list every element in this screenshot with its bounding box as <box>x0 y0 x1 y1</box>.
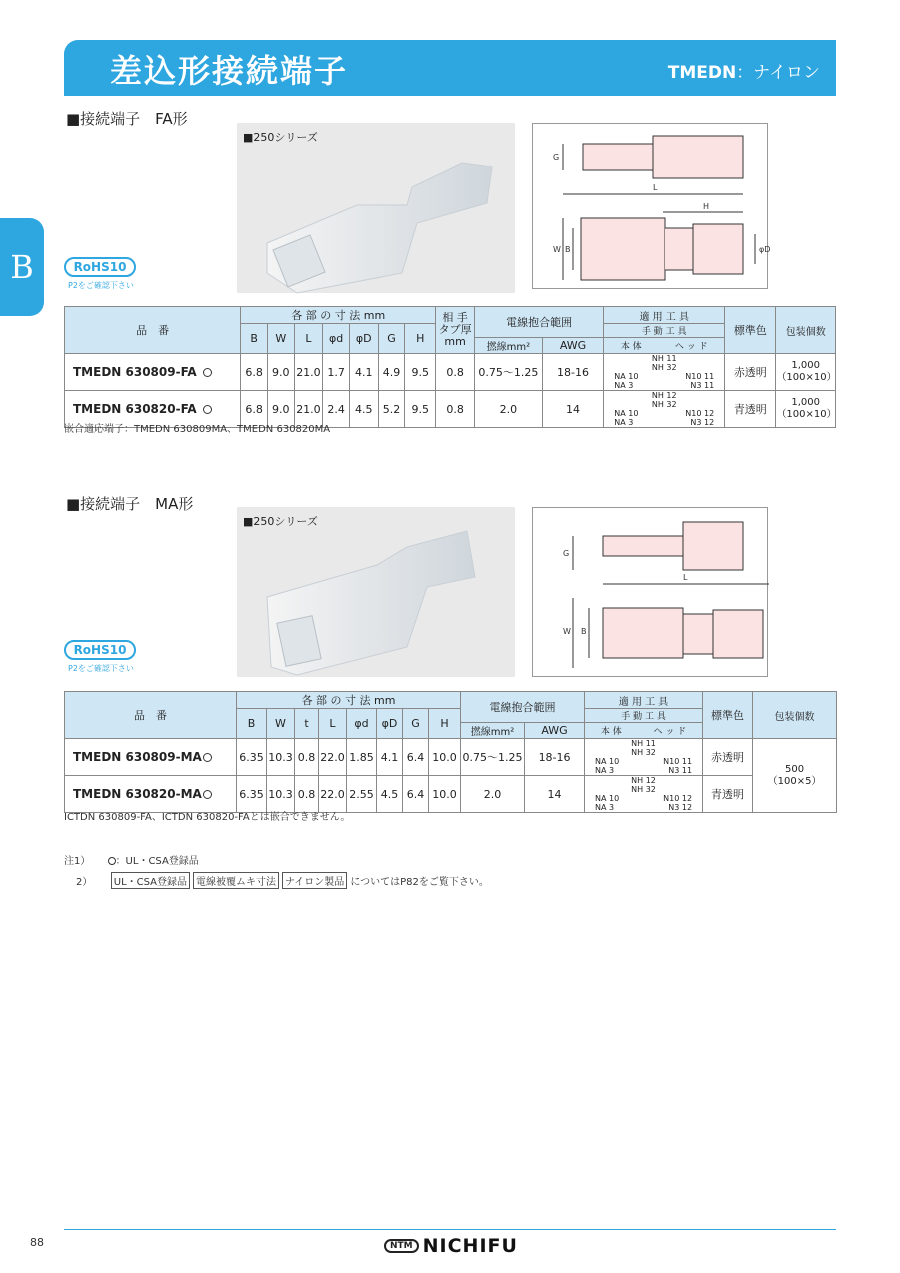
header-wire: 電線抱合範囲 <box>475 307 604 338</box>
page-title: 差込形接続端子 <box>110 52 349 90</box>
header-color: 標準色 <box>725 307 776 354</box>
header-wire-mm: 撚線mm² <box>475 338 543 354</box>
dim-cell: 10.0 <box>429 739 461 776</box>
header-tools-manual: 手 動 工 具 <box>604 324 725 338</box>
tool-name: NH 32 <box>631 748 656 757</box>
wire-mm-cell: 0.75〜1.25 <box>475 354 543 391</box>
ul-csa-mark-icon <box>108 857 116 865</box>
header-wire-mm: 撚線mm² <box>461 723 525 739</box>
product-photo-fa <box>237 123 515 293</box>
header-part: 品 番 <box>65 692 237 739</box>
rohs-badge: RoHS10 <box>64 257 136 277</box>
header-part: 品 番 <box>65 307 241 354</box>
tool-name: NA 3 <box>614 418 634 427</box>
dim-cell: 10.3 <box>267 739 295 776</box>
tab-thickness-cell: 0.8 <box>436 354 475 391</box>
pack-cell <box>776 354 836 391</box>
header-dim-l: L <box>319 709 347 739</box>
dim-cell: 9.5 <box>405 354 436 391</box>
tools-cell <box>585 739 703 776</box>
pack-detail: （100×10） <box>776 409 837 420</box>
pack-cell <box>776 391 836 428</box>
rohs-badge: RoHS10 <box>64 640 136 660</box>
rohs-note: P2をご確認下さい <box>68 281 134 290</box>
part-number: TMEDN 630809-FA <box>73 365 197 379</box>
header-tools-body: 本 体 <box>620 342 642 352</box>
footnote-2-text: についてはP82をご覧下さい。 <box>350 877 489 888</box>
dim-cell: 9.0 <box>267 354 294 391</box>
ma-compatibility-note: ICTDN 630809-FA、ICTDN 630820-FAとは嵌合できません。 <box>64 812 351 823</box>
section-heading-ma: ■接続端子 MA形 <box>66 495 194 513</box>
dim-cell: 2.55 <box>347 776 377 813</box>
tool-name: N10 11 <box>663 757 693 766</box>
dim-label-g: G <box>563 549 570 558</box>
dim-cell: 2.4 <box>323 391 350 428</box>
dim-cell: 22.0 <box>319 776 347 813</box>
tool-name: NA 10 <box>614 409 639 418</box>
table-row <box>65 776 837 813</box>
part-number: TMEDN 630820-FA <box>73 402 197 416</box>
product-code: TMEDN <box>667 63 737 83</box>
awg-cell: 18-16 <box>542 354 604 391</box>
tool-name: NA 10 <box>614 372 639 381</box>
awg-cell: 18-16 <box>525 739 585 776</box>
awg-cell: 14 <box>525 776 585 813</box>
tool-name: NA 10 <box>595 757 620 766</box>
header-dim-h: H <box>429 709 461 739</box>
color-cell: 赤透明 <box>725 354 776 391</box>
dim-cell: 6.4 <box>403 739 429 776</box>
dim-cell: 1.85 <box>347 739 377 776</box>
color-cell: 赤透明 <box>703 739 753 776</box>
dim-label-w: W <box>553 245 561 254</box>
header-tools-bodyhead <box>585 723 703 739</box>
wire-mm-cell: 2.0 <box>475 391 543 428</box>
part-number: TMEDN 630820-MA <box>73 787 202 801</box>
ul-csa-mark-icon <box>203 405 212 414</box>
tool-name: N3 11 <box>668 766 693 775</box>
pack-detail: （100×5） <box>767 775 822 787</box>
header-subtitle <box>668 58 820 83</box>
section-tab: B <box>0 218 44 316</box>
header-tools: 適 用 工 具 <box>585 692 703 709</box>
tool-name: NH 11 <box>631 739 656 748</box>
ma-terminal-photo <box>237 507 515 677</box>
part-number-cell <box>65 776 237 813</box>
dim-label-b: B <box>581 627 587 636</box>
tool-name: N10 12 <box>685 409 715 418</box>
pack-qty: 1,000 <box>791 360 821 371</box>
dim-cell: 4.5 <box>349 391 378 428</box>
dim-label-d: φD <box>759 245 771 254</box>
header-dims: 各 部 の 寸 法 mm <box>241 307 436 324</box>
dim-cell: 6.35 <box>237 739 267 776</box>
ul-csa-mark-icon <box>203 790 212 799</box>
header-tools: 適 用 工 具 <box>604 307 725 324</box>
tool-name: NH 12 <box>651 391 677 400</box>
tool-name: NH 11 <box>651 354 677 363</box>
tool-name: NA 3 <box>595 766 615 775</box>
pack-detail: （100×10） <box>776 372 837 383</box>
product-photo-ma <box>237 507 515 677</box>
header-dims: 各 部 の 寸 法 mm <box>237 692 461 709</box>
part-number-cell <box>65 739 237 776</box>
header-dim-t: t <box>295 709 319 739</box>
photo-label: ■250シリーズ <box>243 131 318 144</box>
dim-cell: 4.1 <box>349 354 378 391</box>
header-dim-bigd: φD <box>349 324 378 354</box>
header-tools-head: ヘ ッ ド <box>674 342 708 352</box>
header-color: 標準色 <box>703 692 753 739</box>
header-awg: AWG <box>542 338 604 354</box>
dim-cell: 6.8 <box>241 354 268 391</box>
dim-cell: 4.5 <box>377 776 403 813</box>
dim-cell: 0.8 <box>295 776 319 813</box>
dim-cell: 22.0 <box>319 739 347 776</box>
dim-cell: 9.0 <box>267 391 294 428</box>
header-dim-b: B <box>237 709 267 739</box>
dim-cell: 21.0 <box>294 354 323 391</box>
spec-table-fa <box>64 306 836 428</box>
header-tab: 相 手 タブ厚 mm <box>436 307 475 354</box>
dim-label-b: B <box>565 245 571 254</box>
header-awg: AWG <box>525 723 585 739</box>
dim-cell: 0.8 <box>295 739 319 776</box>
footer-divider <box>64 1229 836 1230</box>
ul-csa-mark-icon <box>203 753 212 762</box>
header-tools-bodyhead <box>604 338 725 354</box>
wire-mm-cell: 2.0 <box>461 776 525 813</box>
part-number-cell <box>65 354 241 391</box>
dim-label-h: H <box>703 202 710 211</box>
footnote-1-prefix: 注1） <box>64 856 91 867</box>
dim-cell: 10.3 <box>267 776 295 813</box>
tool-name: N3 12 <box>668 803 693 812</box>
tools-cell <box>585 776 703 813</box>
footnote-1 <box>64 852 199 867</box>
header-pack: 包装個数 <box>776 307 836 354</box>
nylon-box-label: ナイロン製品 <box>282 872 347 889</box>
header-dim-d: φd <box>323 324 350 354</box>
rohs-note: P2をご確認下さい <box>68 664 134 673</box>
header-dim-w: W <box>267 324 294 354</box>
tool-name: N3 11 <box>690 381 715 390</box>
dim-label-w: W <box>563 627 571 636</box>
header-wire: 電線抱合範囲 <box>461 692 585 723</box>
pack-qty: 500 <box>785 763 805 775</box>
dim-label-g: G <box>553 153 560 162</box>
dimension-drawing-ma <box>532 507 768 677</box>
dim-cell: 9.5 <box>405 391 436 428</box>
dim-cell: 5.2 <box>378 391 405 428</box>
wire-mm-cell: 0.75〜1.25 <box>461 739 525 776</box>
ntm-mark-icon: NTM <box>384 1239 419 1253</box>
dim-cell: 10.0 <box>429 776 461 813</box>
header-dim-h: H <box>405 324 436 354</box>
footnote-1-text: ：UL・CSA登録品 <box>115 856 199 867</box>
header-dim-d: φd <box>347 709 377 739</box>
fa-compatibility-note: 嵌合適応端子：TMEDN 630809MA、TMEDN 630820MA <box>64 424 331 435</box>
fa-drawing-svg <box>533 124 769 290</box>
header-tools-body: 本 体 <box>600 727 622 737</box>
tool-name: N3 12 <box>690 418 715 427</box>
tool-name: N10 12 <box>663 794 693 803</box>
tool-name: NH 12 <box>631 776 656 785</box>
strip-length-box-label: 電線被覆ムキ寸法 <box>193 872 279 889</box>
tool-name: NH 32 <box>651 363 677 372</box>
color-cell: 青透明 <box>703 776 753 813</box>
ul-csa-box-label: UL・CSA登録品 <box>111 872 190 889</box>
dim-cell: 4.1 <box>377 739 403 776</box>
fa-terminal-photo <box>237 123 515 293</box>
table-row <box>65 739 837 776</box>
table-row <box>65 354 836 391</box>
spec-table-ma <box>64 691 837 813</box>
header-pack: 包装個数 <box>753 692 837 739</box>
dimension-drawing-fa <box>532 123 771 289</box>
ma-drawing-svg <box>533 508 769 678</box>
header-dim-b: B <box>241 324 268 354</box>
dim-cell: 6.4 <box>403 776 429 813</box>
header-dim-g: G <box>403 709 429 739</box>
dim-label-l: L <box>653 183 658 192</box>
dim-cell: 1.7 <box>323 354 350 391</box>
page-number: 88 <box>30 1236 44 1249</box>
logo-text: NICHIFU <box>422 1235 518 1257</box>
tools-cell <box>604 391 725 428</box>
color-cell: 青透明 <box>725 391 776 428</box>
section-heading-fa: ■接続端子 FA形 <box>66 110 188 128</box>
footnote-2-prefix: 2） <box>76 877 93 888</box>
photo-label: ■250シリーズ <box>243 515 318 528</box>
material-label: ：ナイロン <box>736 63 820 83</box>
header-tools-manual: 手 動 工 具 <box>585 709 703 723</box>
tab-thickness-cell: 0.8 <box>436 391 475 428</box>
dim-cell: 6.35 <box>237 776 267 813</box>
tool-name: NH 32 <box>631 785 656 794</box>
tools-cell <box>604 354 725 391</box>
pack-qty: 1,000 <box>791 397 821 408</box>
awg-cell: 14 <box>542 391 604 428</box>
tool-name: NH 32 <box>651 400 677 409</box>
dim-label-l: L <box>683 573 688 582</box>
dim-cell: 4.9 <box>378 354 405 391</box>
header-dim-l: L <box>294 324 323 354</box>
pack-cell <box>753 739 837 813</box>
header-dim-w: W <box>267 709 295 739</box>
tool-name: N10 11 <box>685 372 715 381</box>
tool-name: NA 3 <box>614 381 634 390</box>
footnote-2 <box>76 872 489 889</box>
dim-cell: 6.8 <box>241 391 268 428</box>
dim-cell: 21.0 <box>294 391 323 428</box>
tool-name: NA 3 <box>595 803 615 812</box>
header-dim-bigd: φD <box>377 709 403 739</box>
header-dim-g: G <box>378 324 405 354</box>
header-tools-head: ヘ ッ ド <box>653 727 687 737</box>
nichifu-logo <box>384 1235 518 1257</box>
part-number: TMEDN 630809-MA <box>73 750 202 764</box>
tool-name: NA 10 <box>595 794 620 803</box>
ul-csa-mark-icon <box>203 368 212 377</box>
